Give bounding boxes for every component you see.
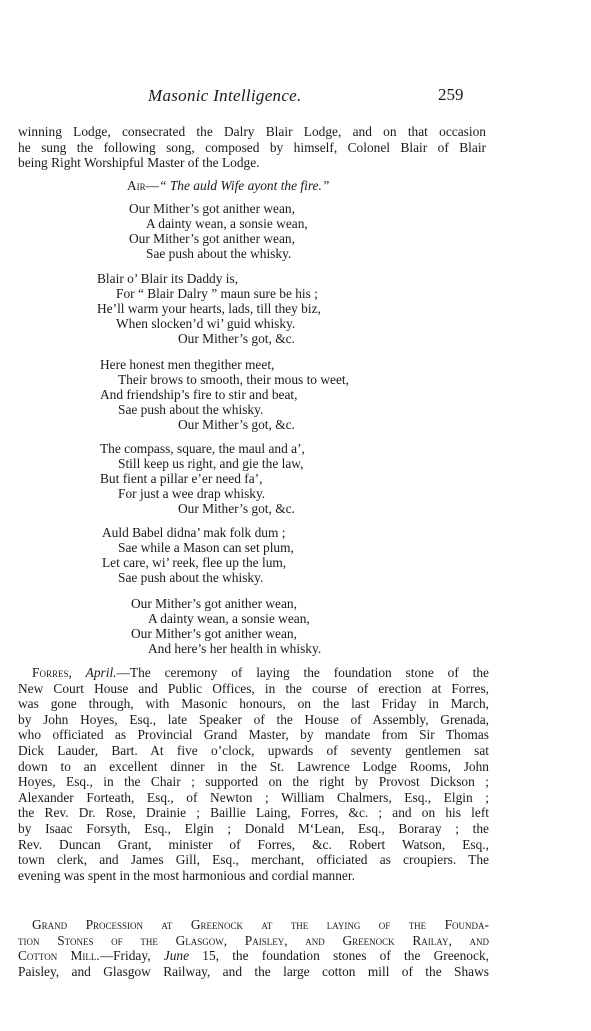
place-name: Forres, — [32, 665, 72, 680]
verse-refrain: Our Mither’s got, &c. — [178, 417, 295, 432]
text-line: by Isaac Forsyth, Esq., Elgin ; Donald M‘Lean, Esq., Boraray ; the — [18, 820, 489, 836]
verse-line: Their brows to smooth, their mous to weet, — [118, 372, 349, 387]
verse-line: But fient a pillar e’er need fa’, — [100, 471, 263, 486]
verse-line: Sae push about the whisky. — [118, 570, 264, 585]
text-line: Paisley, and Glasgow Railway, and the large cotton mill of the Shaws — [18, 963, 489, 979]
verse-line: Our Mither’s got anither wean, — [129, 231, 295, 246]
verse-line: Blair o’ Blair its Daddy is, — [97, 271, 239, 286]
section-heading: Grand Procession at Greenock at the laying of the Founda- — [32, 917, 489, 932]
text-line — [18, 948, 489, 964]
verse-line: Our Mither’s got anither wean, — [129, 201, 295, 216]
section-heading: Cotton Mill. — [18, 948, 100, 964]
text-line: Dick Lauder, Bart. At five o’clock, upwards of seventy gentlemen sat — [18, 742, 489, 758]
text-line: town clerk, and James Gill, Esq., merchant, officiated as croupiers. The — [18, 852, 489, 868]
verse-line: He’ll warm your hearts, lads, till they biz, — [97, 301, 321, 316]
greenock-paragraph — [18, 917, 489, 979]
text-line: winning Lodge, consecrated the Dalry Blair Lodge, and on that occasion — [18, 124, 486, 139]
verse-line: For “ Blair Dalry ” maun sure be his ; — [116, 286, 318, 301]
forres-paragraph — [18, 665, 489, 883]
text-line: by John Hoyes, Esq., late Speaker of the House of Assembly, Grenada, — [18, 711, 489, 727]
text-line: being Right Worshipful Master of the Lodge. — [18, 155, 260, 171]
verse-refrain: Our Mither’s got, &c. — [178, 501, 295, 516]
page-number: 259 — [438, 85, 464, 104]
verse-line: Let care, wi’ reek, flee up the lum, — [102, 555, 287, 570]
text-line: evening was spent in the most harmonious and cordial manner. — [18, 867, 355, 883]
text-line: was gone through, with Masonic honours, on the last Friday in March, — [18, 696, 489, 712]
date-text: June — [163, 948, 190, 964]
text-line — [18, 665, 489, 681]
text-run: 15, the foundation stones of the Greenock, — [189, 948, 489, 964]
text-line: who officiated as Provincial Grand Master, by mandate from Sir Thomas — [18, 727, 489, 743]
verse-line: The compass, square, the maul and a’, — [100, 441, 305, 456]
verse-line: Sae push about the whisky. — [118, 402, 264, 417]
text-line: he sung the following song, composed by himself, Colonel Blair of Blair — [18, 139, 486, 155]
text-line: New Court House and Public Offices, in the course of erection at Forres, — [18, 680, 489, 696]
verse-line: Sae push about the whisky. — [146, 246, 292, 261]
verse-line: Our Mither’s got anither wean, — [131, 626, 297, 641]
verse-refrain: Our Mither’s got, &c. — [178, 331, 295, 346]
verse-line: When slocken’d wi’ guid whisky. — [116, 316, 296, 331]
running-head — [0, 86, 591, 108]
date-text: April. — [85, 665, 117, 680]
verse-line: Here honest men thegither meet, — [100, 357, 275, 372]
verse-line: Still keep us right, and gie the law, — [118, 456, 304, 471]
verse-line: For just a wee drap whisky. — [118, 486, 266, 501]
air-label: Air— — [127, 178, 160, 193]
intro-paragraph — [18, 124, 486, 171]
song-air — [127, 178, 329, 194]
text-run: —The ceremony of laying the foundation stone of the — [116, 665, 489, 680]
text-line: Alexander Forteath, Esq., of Newton ; William Chalmers, Esq., Elgin ; — [18, 789, 489, 805]
verse-line: A dainty wean, a sonsie wean, — [146, 216, 308, 231]
verse-line: Sae while a Mason can set plum, — [118, 540, 294, 555]
verse-line: A dainty wean, a sonsie wean, — [148, 611, 310, 626]
text-line: down to an excellent dinner in the St. Lawrence Lodge Rooms, John — [18, 758, 489, 774]
text-line: Hoyes, Esq., in the Chair ; supported on the right by Provost Dickson ; — [18, 774, 489, 790]
verse-line: Auld Babel didna’ mak folk dum ; — [102, 525, 286, 540]
section-heading: tion Stones of the Glasgow, Paisley, and Greenock Railay, and — [18, 932, 489, 948]
verse-line: Our Mither’s got anither wean, — [131, 596, 297, 611]
verse-line: And here’s her health in whisky. — [148, 641, 322, 656]
text-run: —Friday, — [99, 948, 164, 964]
text-line: Rev. Duncan Grant, minister of Forres, &c. Robert Watson, Esq., — [18, 836, 489, 852]
verse-line: And friendship’s fire to stir and beat, — [100, 387, 298, 402]
air-title: “ The auld Wife ayont the fire.” — [159, 178, 330, 193]
running-title: Masonic Intelligence. — [148, 86, 302, 105]
text-line: the Rev. Dr. Rose, Drainie ; Baillie Laing, Forres, &c. ; and on his left — [18, 805, 489, 821]
